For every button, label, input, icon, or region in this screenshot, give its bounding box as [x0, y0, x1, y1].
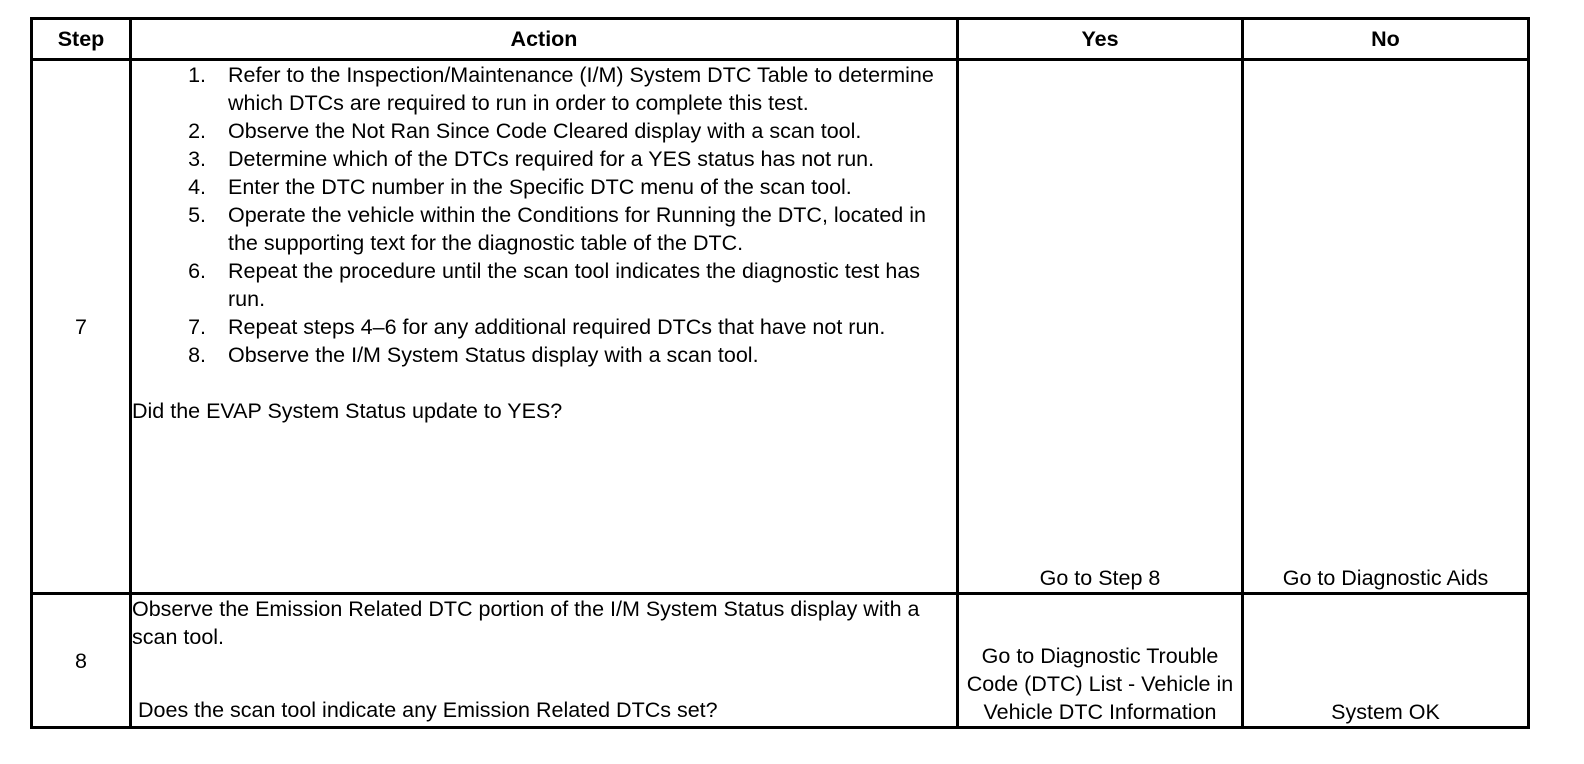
action-cell [131, 594, 958, 728]
question-text: Does the scan tool indicate any Emission Related DTCs set? [138, 698, 718, 722]
header-step: Step [32, 19, 131, 60]
header-action: Action [131, 19, 958, 60]
item-text: Refer to the Inspection/Maintenance (I/M) System DTC Table to determine which DTCs are required to run in order to complete this test. [228, 63, 934, 115]
item-number: 2. [188, 119, 206, 143]
table-row-step-8 [32, 594, 1529, 728]
action-list [132, 61, 956, 369]
list-item [132, 173, 956, 201]
item-text: Operate the vehicle within the Conditions for Running the DTC, located in the supporting text for the diagnostic table of the DTC. [228, 203, 926, 255]
diagnostic-table [30, 17, 1530, 729]
item-number: 5. [188, 203, 206, 227]
list-item [132, 313, 956, 341]
list-item [132, 145, 956, 173]
header-yes: Yes [958, 19, 1243, 60]
item-number: 4. [188, 175, 206, 199]
yes-cell: Go to Step 8 [958, 60, 1243, 594]
item-text: Repeat steps 4–6 for any additional required DTCs that have not run. [228, 315, 886, 339]
item-number: 3. [188, 147, 206, 171]
item-text: Enter the DTC number in the Specific DTC menu of the scan tool. [228, 175, 852, 199]
step-number: 8 [32, 594, 131, 728]
table-row-step-7 [32, 60, 1529, 594]
no-cell: System OK [1243, 594, 1529, 728]
item-number: 7. [188, 315, 206, 339]
list-item [132, 201, 956, 257]
item-number: 1. [188, 63, 206, 87]
step-number: 7 [32, 60, 131, 594]
header-row [32, 19, 1529, 60]
yes-cell: Go to Diagnostic Trouble Code (DTC) List - Vehicle in Vehicle DTC Information [958, 594, 1243, 728]
no-cell: Go to Diagnostic Aids [1243, 60, 1529, 594]
list-item [132, 117, 956, 145]
list-item [132, 257, 956, 313]
question-text: Did the EVAP System Status update to YES? [132, 399, 563, 423]
item-text: Observe the I/M System Status display with a scan tool. [228, 343, 759, 367]
item-text: Repeat the procedure until the scan tool indicates the diagnostic test has run. [228, 259, 921, 311]
item-number: 8. [188, 343, 206, 367]
header-no: No [1243, 19, 1529, 60]
action-text: Observe the Emission Related DTC portion of the I/M System Status display with a scan tool. [132, 597, 920, 649]
item-text: Determine which of the DTCs required for a YES status has not run. [228, 147, 875, 171]
action-cell [131, 60, 958, 594]
item-number: 6. [188, 259, 206, 283]
list-item [132, 61, 956, 117]
item-text: Observe the Not Ran Since Code Cleared display with a scan tool. [228, 119, 862, 143]
list-item [132, 341, 956, 369]
